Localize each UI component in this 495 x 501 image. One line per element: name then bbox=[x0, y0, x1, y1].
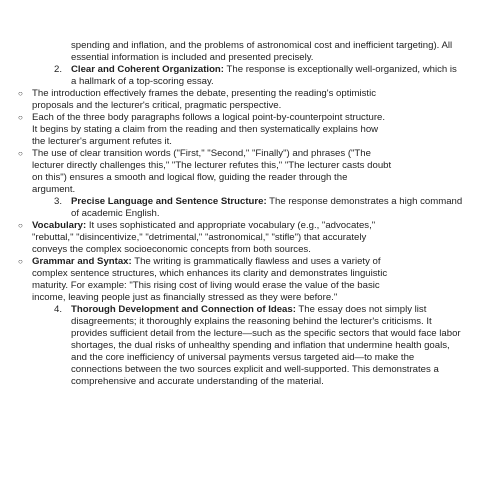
item-number: 2. bbox=[54, 64, 63, 75]
hollow-bullet-icon: ○ bbox=[18, 89, 23, 98]
sub-list-language bbox=[0, 220, 495, 304]
item-title: Clear and Coherent Organization: bbox=[71, 64, 224, 75]
item-number: 4. bbox=[54, 304, 63, 315]
hollow-bullet-icon: ○ bbox=[18, 257, 23, 266]
sub-list-item bbox=[18, 88, 392, 112]
item-title: Thorough Development and Connection of Ideas: bbox=[71, 304, 296, 315]
item-text: The essay does not simply list disagreements; it thoroughly explains the reasoning behind the lecturer's criticisms. It provides sufficient detail from the lecture—such as the specific sectors that would face labor shortages, the dual risks of unhealthy spending and inflation that undermine health goals, and the core inefficiency of universal payments versus targeted aid—to make the connections between the two sources explicit and well-supported. This demonstrates a comprehensive and accurate understanding of the material. bbox=[71, 304, 461, 387]
sub-item-text: The use of clear transition words ("First," "Second," "Finally") and phrases ("The lecturer directly challenges this," "The lecturer refutes this," "The lecturer casts doubt on this") ensures a smooth and logical flow, guiding the reader through the argument. bbox=[32, 148, 392, 195]
item-number: 3. bbox=[54, 196, 63, 207]
sub-item-text: The introduction effectively frames the debate, presenting the reading's optimistic proposals and the lecturer's critical, pragmatic perspective. bbox=[32, 88, 377, 111]
sub-item-text: It uses sophisticated and appropriate vocabulary (e.g., "advocates," "rebuttal," "disincentivize," "detrimental," "astronomical," "stifle") that accurately conveys the complex socioeconomic concepts from both sources. bbox=[32, 220, 376, 255]
hollow-bullet-icon: ○ bbox=[18, 113, 23, 122]
sub-item-text: The writing is grammatically flawless and uses a variety of complex sentence structures, which enhances its clarity and demonstrates linguistic maturity. For example: "This rising cost of living would erase the value of the basic income, leaving people just as financially stressed as they were before." bbox=[32, 256, 388, 303]
sub-list-organization bbox=[0, 88, 495, 196]
document-page bbox=[0, 40, 495, 388]
sub-list-item bbox=[18, 220, 392, 256]
hollow-bullet-icon: ○ bbox=[18, 221, 23, 230]
list-item-language bbox=[54, 196, 463, 220]
list-item-organization bbox=[54, 64, 463, 88]
hollow-bullet-icon: ○ bbox=[18, 149, 23, 158]
item-title: Precise Language and Sentence Structure: bbox=[71, 196, 267, 207]
sub-item-title: Grammar and Syntax: bbox=[32, 256, 132, 267]
sub-item-title: Vocabulary: bbox=[32, 220, 87, 231]
sub-list-item bbox=[18, 148, 392, 196]
item-text: The response is exceptionally well-organized, which is a hallmark of a top-scoring essay. bbox=[71, 64, 457, 87]
sub-list-item bbox=[18, 112, 392, 148]
list-item-development bbox=[54, 304, 463, 388]
sub-list-item bbox=[18, 256, 392, 304]
item-text: The response demonstrates a high command of academic English. bbox=[71, 196, 463, 219]
intro-continuation: spending and inflation, and the problems of astronomical cost and inefficient targeting). All essential information is included and presented precisely. bbox=[71, 40, 453, 63]
sub-item-text: Each of the three body paragraphs follows a logical point-by-counterpoint structure. It begins by stating a claim from the reading and then systematically explains how the lecturer's argument refutes it. bbox=[32, 112, 386, 147]
